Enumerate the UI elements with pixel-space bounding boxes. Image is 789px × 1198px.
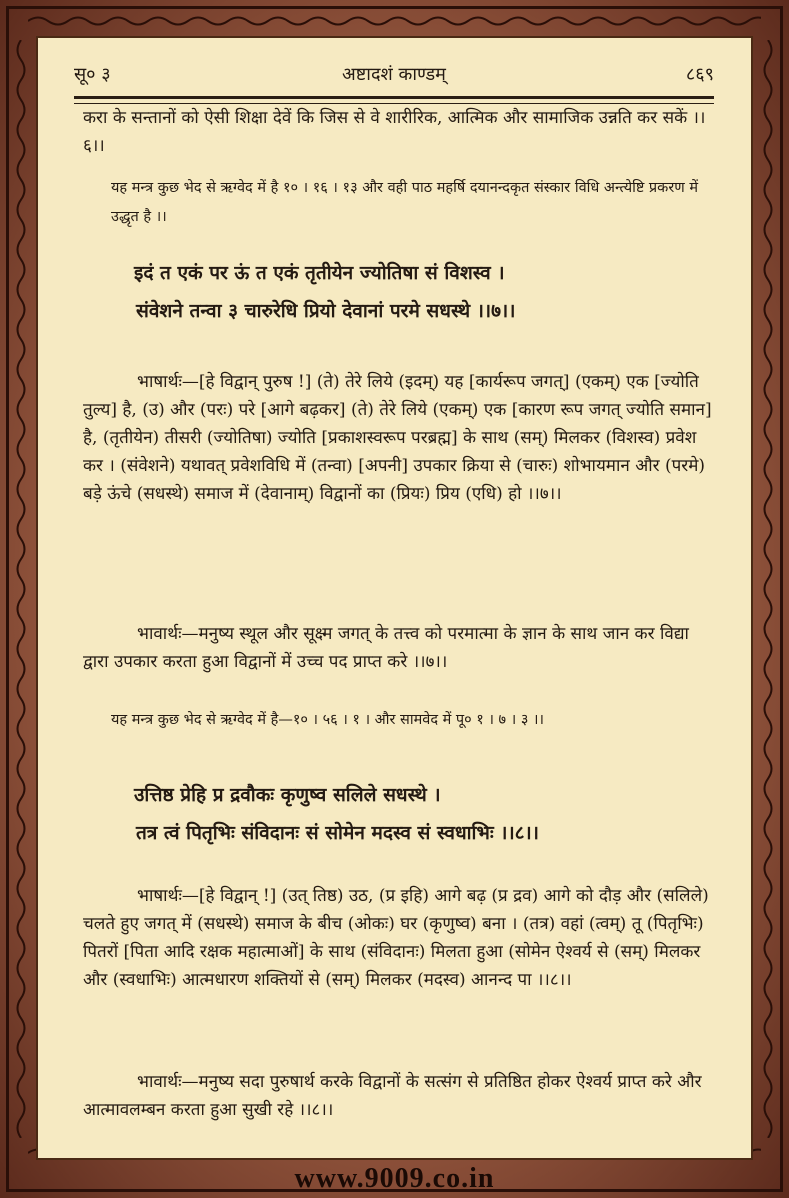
sukta-number: सू० ३ (74, 64, 111, 85)
right-ornament (761, 40, 775, 1138)
reference-note-1: यह मन्त्र कुछ भेद से ऋग्वेद में है १० । १६ । १३ और वही पाठ महर्षि दयानन्दकृत संस्कार विधि अन्त्येष्टि प्रकरण में उद्धृत है ।। (111, 180, 699, 225)
page-header (74, 60, 714, 90)
mantra-8-line-1: उत्तिष्ठ प्रेहि प्र द्रवौकः कृणुष्व सलिले सधस्थे । (134, 784, 441, 806)
mantra-7 (134, 254, 694, 330)
continued-paragraph: करा के सन्तानों को ऐसी शिक्षा देवें कि जिस से वे शारीरिक, आत्मिक और सामाजिक उन्नति कर सकें ।।६।। (83, 108, 706, 156)
bhashya-7: भाषार्थः—[हे विद्वान् पुरुष !] (ते) तेरे लिये (इदम्) यह [कार्यरूप जगत्] (एकम्) एक [ज्योति तुल्य] है, (उ) और (परः) परे [आगे बढ़कर] (ते) तेरे लिये (एकम्) एक [कारण रूप जगत् ज्योति समान] है, (तृतीयेन) तीसरी (ज्योतिषा) ज्योति [प्रकाशस्वरूप परब्रह्म] के साथ (सम्) मिलकर (विशस्व) प्रवेश कर । (संवेशने) यथावत् प्रवेशविधि में (तन्वा) [अपनी] उपकार क्रिया से (चारुः) शोभायमान और (परमे) बड़े ऊंचे (सधस्थे) समाज में (देवानाम्) विद्वानों का (प्रियः) प्रिय (एधि) हो ।।७।। (83, 372, 712, 504)
page-number: ८६९ (685, 64, 714, 85)
mantra-7-line-1: इदं त एकं पर ऊं त एकं तृतीयेन ज्योतिषा सं विशस्व । (134, 262, 505, 284)
left-ornament (14, 40, 28, 1138)
bhavartha-8: भावार्थः—मनुष्य सदा पुरुषार्थ करके विद्वानों के सत्संग से प्रतिष्ठित होकर ऐश्वर्य प्राप्त करे और आत्मावलम्बन करता हुआ सुखी रहे ।।८।। (83, 1072, 702, 1120)
mantra-8-line-2: तत्र त्वं पितृभिः संविदानः सं सोमेन मदस्व सं स्वधाभिः ।।८।। (136, 822, 539, 844)
bhashya-8: भाषार्थः—[हे विद्वान् !] (उत् तिष्ठ) उठ, (प्र इहि) आगे बढ़ (प्र द्रव) आगे को दौड़ और (सलिले) चलते हुए जगत् में (सधस्थे) समाज के बीच (ओकः) घर (कृणुष्व) बना । (तत्र) वहां (त्वम्) तू (पितृभिः) पितरों [पिता आदि रक्षक महात्माओं] के साथ (संविदानः) मिलता हुआ (सोमेन ऐश्वर्य से (सम्) मिलकर और (स्वधाभिः) आत्मधारण शक्तियों से (सम्) मिलकर (मदस्व) आनन्द पा ।।८।। (83, 886, 709, 990)
reference-note-2: यह मन्त्र कुछ भेद से ऋग्वेद में है—१० । ५६ । १ । और सामवेद में पू० १ । ७ । ३ ।। (111, 712, 544, 728)
scripture-page (36, 36, 753, 1160)
mantra-7-line-2: संवेशने तन्वा ३ चारुरेधि प्रियो देवानां परमे सधस्थे ।।७।। (136, 300, 516, 322)
top-ornament (28, 14, 761, 28)
kanda-title: अष्टादशं काण्डम् (342, 64, 446, 85)
bhavartha-7: भावार्थः—मनुष्य स्थूल और सूक्ष्म जगत् के तत्त्व को परमात्मा के ज्ञान के साथ जान कर विद्या द्वारा उपकार करता हुआ विद्वानों में उच्च पद प्राप्त करे ।।७।। (83, 624, 689, 672)
website-footer: www.9009.co.in (294, 1163, 495, 1194)
header-rule (74, 96, 714, 104)
mantra-8 (134, 776, 694, 852)
